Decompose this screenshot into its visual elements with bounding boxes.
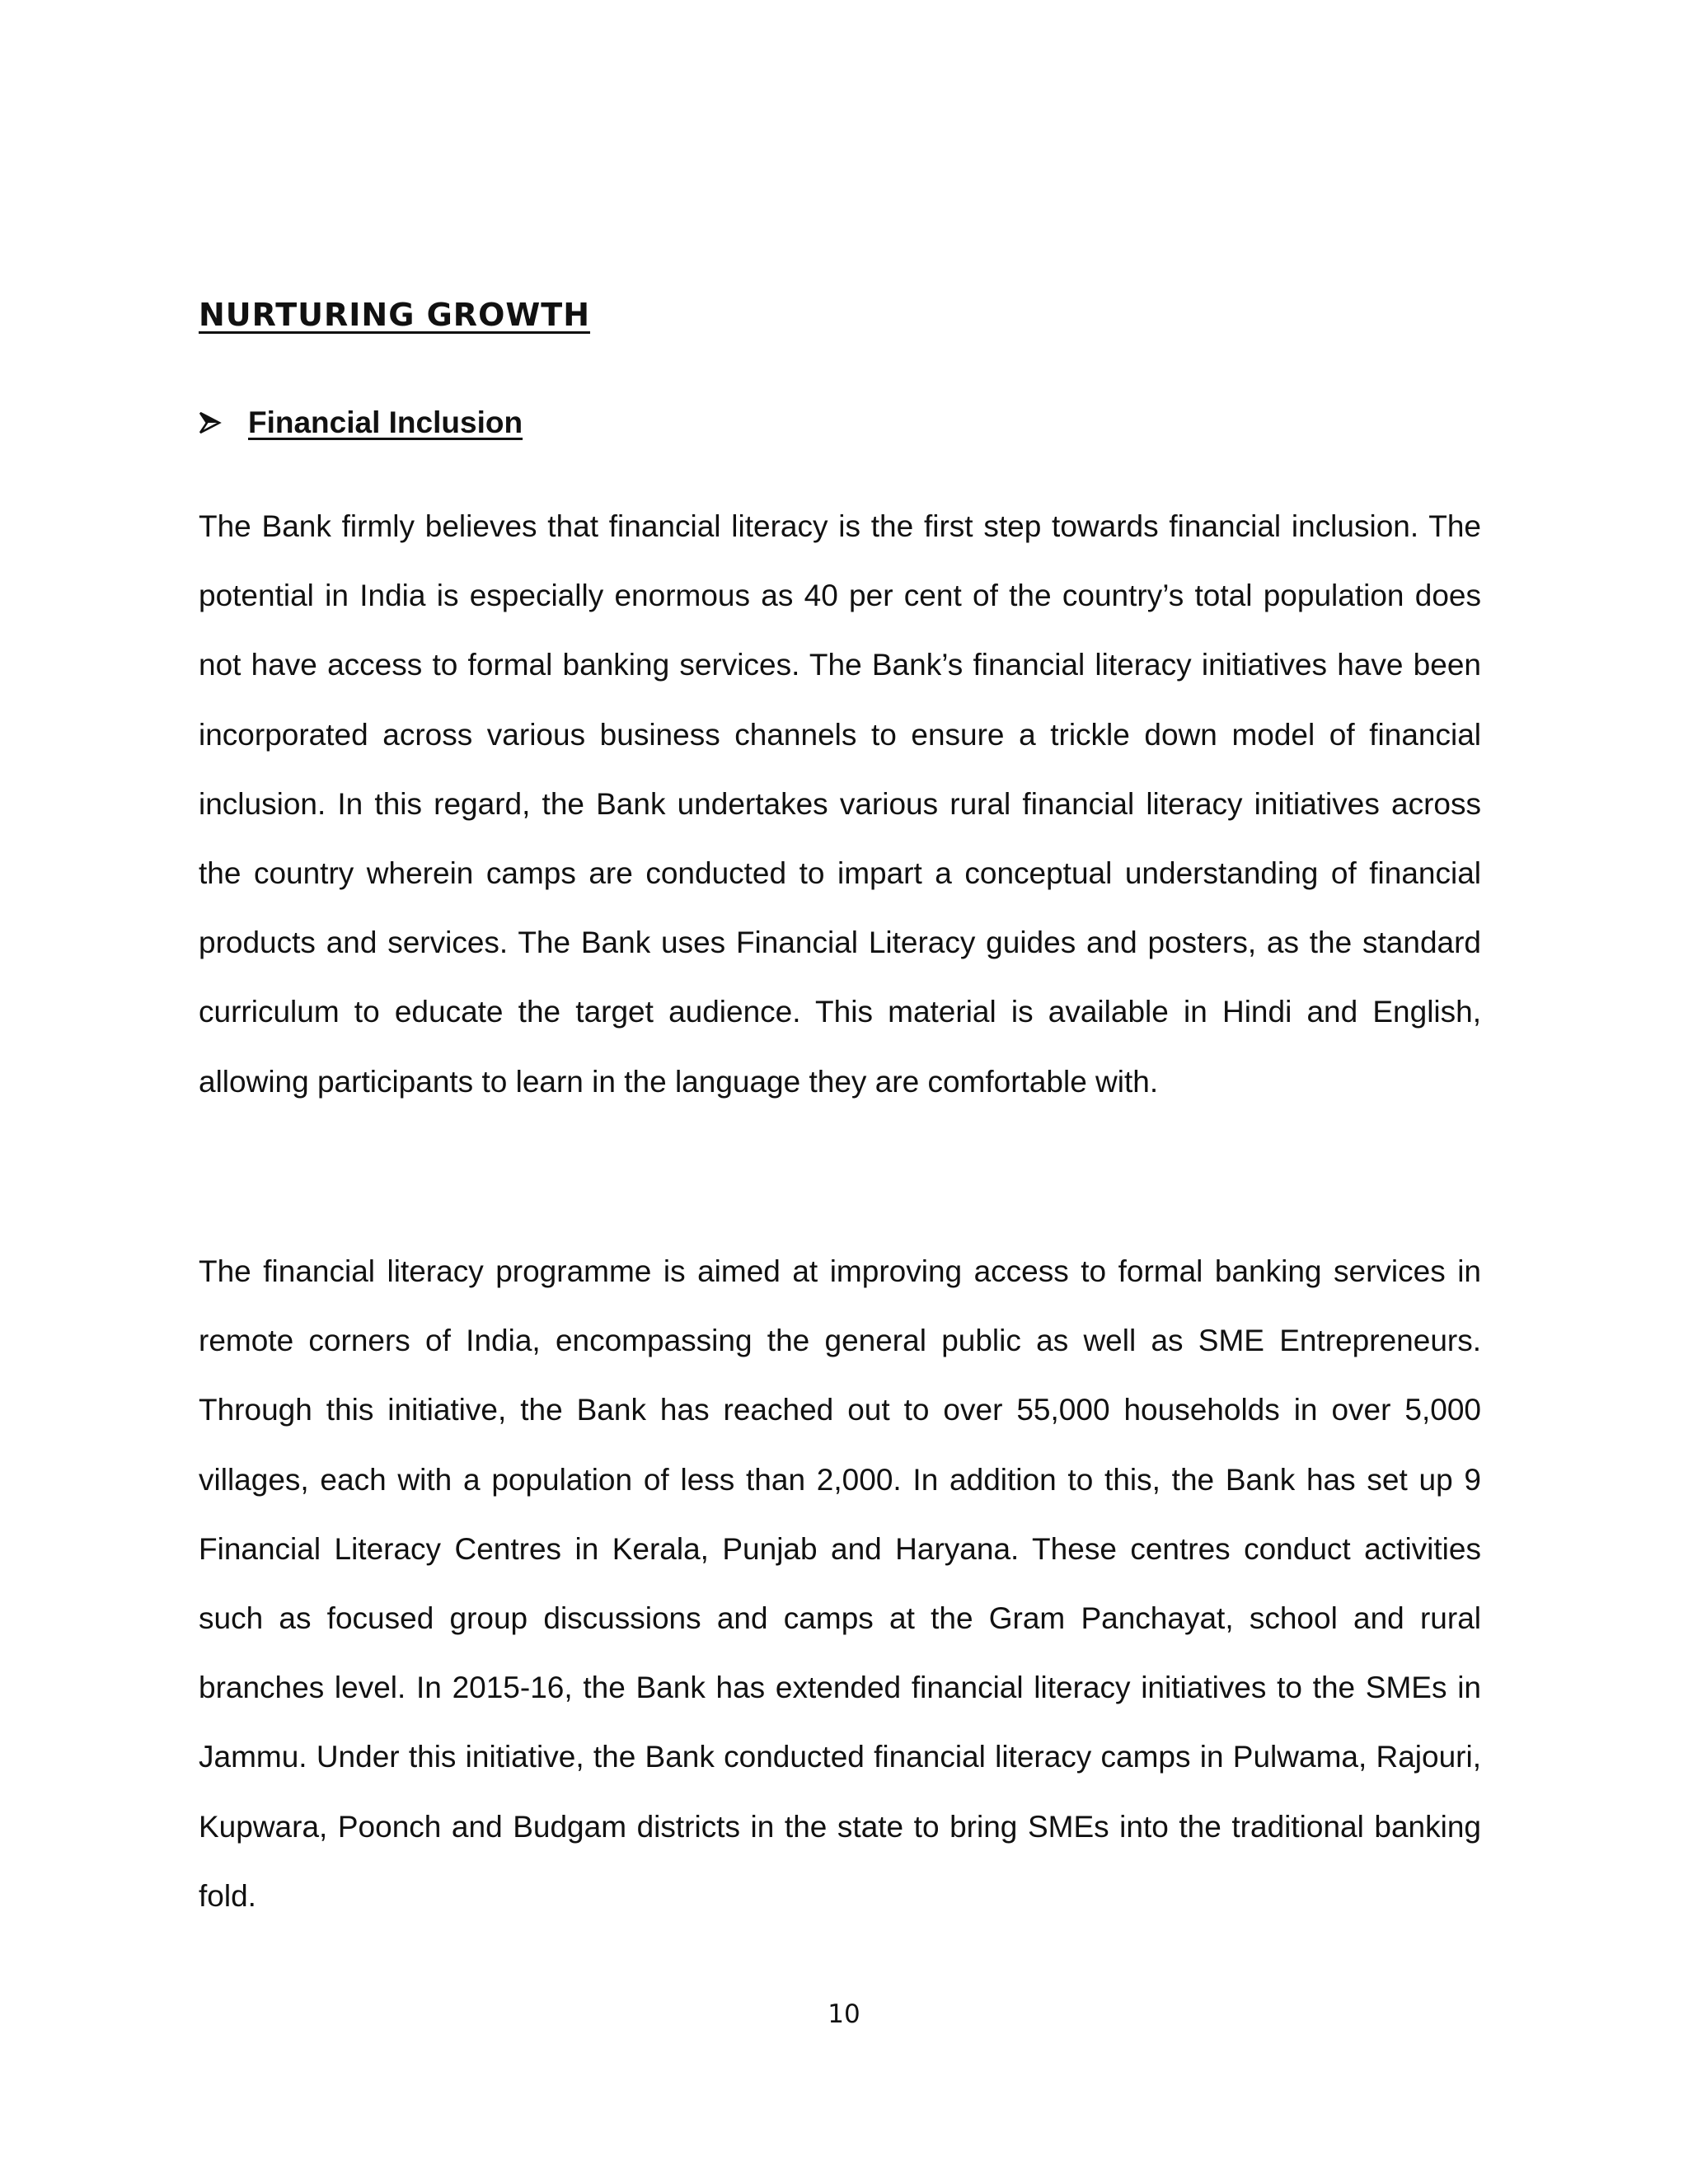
arrow-bullet-icon	[199, 410, 222, 435]
subheading-label: Financial Inclusion	[248, 405, 523, 439]
section-title: NURTURING GROWTH	[199, 297, 591, 333]
subheading	[199, 405, 523, 440]
page-number: 10	[828, 1999, 860, 2029]
body-paragraph-1: The Bank firmly believes that financial literacy is the first step towards financial inclusion. The potential in India is especially enormous as 40 per cent of the country’s total population does not have access to formal banking services. The Bank’s financial literacy initiatives have been incorporated across various business channels to ensure a trickle down model of financial inclusion. In this regard, the Bank undertakes various rural financial literacy initiatives across the country wherein camps are conducted to impart a conceptual understanding of financial products and services. The Bank uses Financial Literacy guides and posters, as the standard curriculum to educate the target audience. This material is available in Hindi and English, allowing participants to learn in the language they are comfortable with.	[199, 509, 1481, 1099]
body-paragraph-2: The financial literacy programme is aimed at improving access to formal banking services in remote corners of India, encompassing the general public as well as SME Entrepreneurs. Through this initiative, the Bank has reached out to over 55,000 households in over 5,000 villages, each with a population of less than 2,000. In addition to this, the Bank has set up 9 Financial Literacy Centres in Kerala, Punjab and Haryana. These centres conduct activities such as focused group discussions and camps at the Gram Panchayat, school and rural branches level. In 2015-16, the Bank has extended financial literacy initiatives to the SMEs in Jammu. Under this initiative, the Bank conducted financial literacy camps in Pulwama, Rajouri, Kupwara, Poonch and Budgam districts in the state to bring SMEs into the traditional banking fold.	[199, 1254, 1481, 1913]
